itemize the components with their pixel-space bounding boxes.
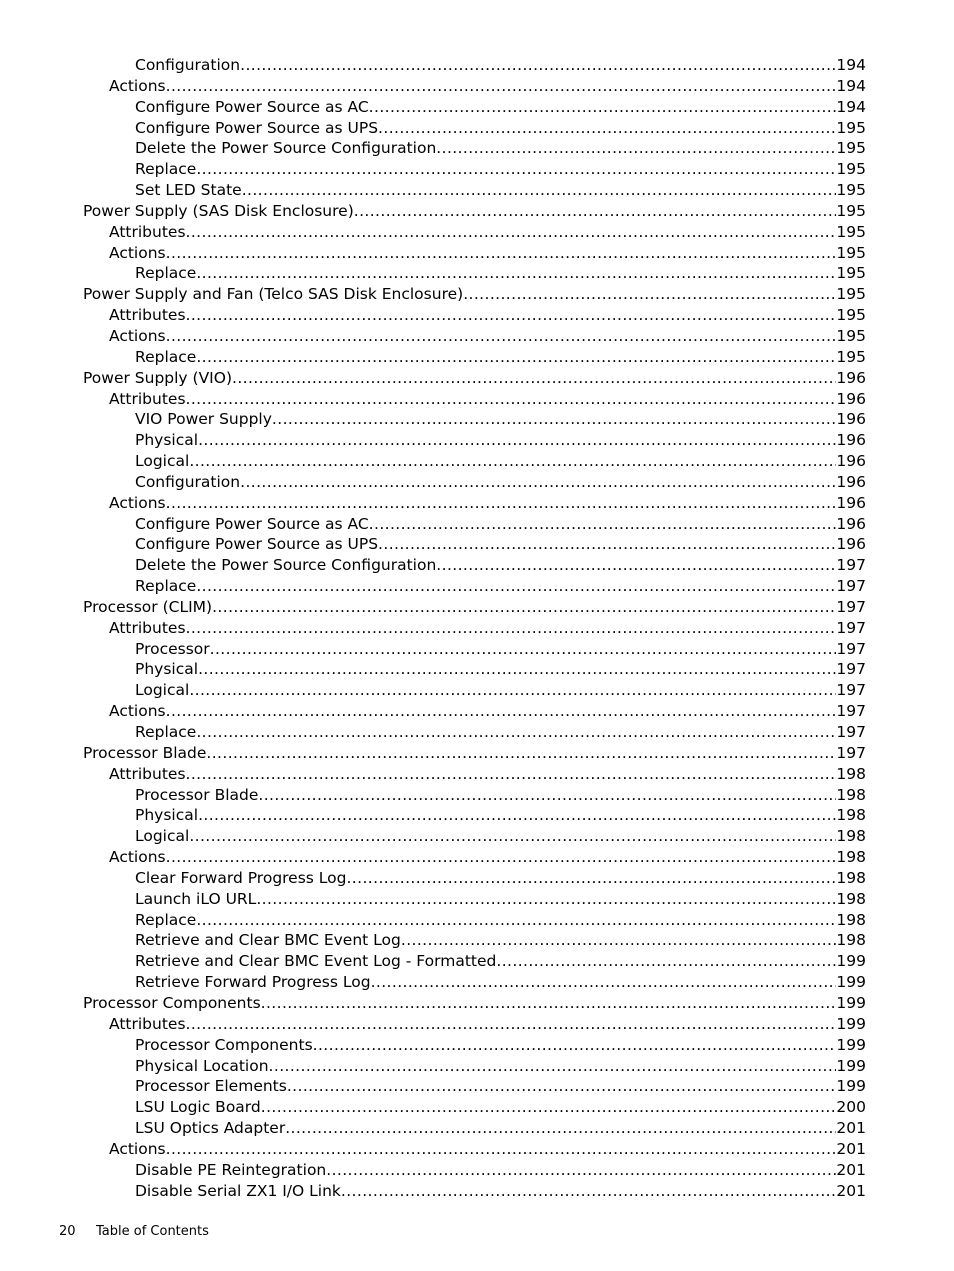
toc-dot-leader	[272, 409, 836, 430]
toc-entry[interactable]	[0, 618, 866, 639]
toc-entry-page-number: 197	[836, 743, 866, 762]
toc-entry-page-number: 196	[836, 514, 866, 533]
toc-entry-title: Disable Serial ZX1 I/O Link	[135, 1181, 341, 1200]
toc-dot-leader	[166, 326, 837, 347]
toc-entry-page-number: 194	[836, 76, 866, 95]
toc-entry[interactable]	[0, 576, 866, 597]
toc-dot-leader	[401, 930, 837, 951]
toc-dot-leader	[196, 263, 836, 284]
toc-dot-leader	[198, 430, 836, 451]
toc-entry-page-number: 198	[836, 848, 866, 867]
toc-entry[interactable]	[0, 1118, 866, 1139]
toc-dot-leader	[186, 1014, 837, 1035]
toc-dot-leader	[212, 597, 836, 618]
toc-entry[interactable]	[0, 76, 866, 97]
toc-entry-page-number: 198	[836, 827, 866, 846]
toc-entry-page-number: 197	[836, 639, 866, 658]
toc-entry-page-number: 197	[836, 556, 866, 575]
toc-dot-leader	[496, 951, 836, 972]
toc-entry-page-number: 199	[836, 1056, 866, 1075]
toc-entry-page-number: 196	[836, 535, 866, 554]
toc-entry-title: Physical Location	[135, 1056, 269, 1075]
toc-entry[interactable]	[0, 764, 866, 785]
toc-entry[interactable]	[0, 1056, 866, 1077]
toc-entry[interactable]	[0, 639, 866, 660]
toc-dot-leader	[166, 847, 837, 868]
toc-entry-title: Processor (CLIM)	[83, 597, 213, 616]
toc-entry-page-number: 201	[836, 1119, 866, 1138]
toc-entry-page-number: 198	[836, 806, 866, 825]
toc-entry[interactable]	[0, 743, 866, 764]
toc-dot-leader	[232, 368, 836, 389]
toc-entry-page-number: 195	[836, 326, 866, 345]
toc-entry[interactable]	[0, 493, 866, 514]
toc-entry[interactable]	[0, 847, 866, 868]
toc-dot-leader	[166, 76, 837, 97]
toc-entry-page-number: 195	[836, 264, 866, 283]
toc-entry-title: Retrieve Forward Progress Log	[135, 973, 371, 992]
toc-entry-title: Power Supply (VIO)	[83, 368, 233, 387]
toc-entry[interactable]	[0, 1181, 866, 1202]
toc-entry[interactable]	[0, 930, 866, 951]
toc-entry-title: Configure Power Source as AC	[135, 97, 369, 116]
toc-entry[interactable]	[0, 201, 866, 222]
toc-dot-leader	[436, 138, 836, 159]
toc-entry[interactable]	[0, 889, 866, 910]
toc-dot-leader	[261, 1097, 837, 1118]
toc-entry-page-number: 196	[836, 368, 866, 387]
toc-dot-leader	[189, 451, 836, 472]
toc-entry[interactable]	[0, 326, 866, 347]
toc-dot-leader	[341, 1181, 837, 1202]
toc-entry-title: Retrieve and Clear BMC Event Log - Formatted	[135, 952, 497, 971]
toc-dot-leader	[189, 680, 836, 701]
toc-dot-leader	[196, 910, 836, 931]
toc-entry[interactable]	[0, 805, 866, 826]
toc-dot-leader	[198, 805, 836, 826]
toc-entry-title: Launch iLO URL	[135, 889, 257, 908]
toc-entry-page-number: 195	[836, 118, 866, 137]
toc-entry[interactable]	[0, 1139, 866, 1160]
toc-entry[interactable]	[0, 347, 866, 368]
toc-entry-page-number: 196	[836, 452, 866, 471]
toc-entry-title: Processor Elements	[135, 1077, 287, 1096]
toc-entry[interactable]	[0, 701, 866, 722]
toc-dot-leader	[210, 639, 837, 660]
toc-entry-page-number: 195	[836, 160, 866, 179]
toc-dot-leader	[258, 785, 836, 806]
toc-entry-page-number: 197	[836, 618, 866, 637]
toc-entry-page-number: 198	[836, 910, 866, 929]
toc-dot-leader	[196, 722, 836, 743]
toc-entry-title: Actions	[109, 243, 166, 262]
toc-entry-page-number: 196	[836, 493, 866, 512]
toc-dot-leader	[256, 889, 836, 910]
toc-entry-title: Physical	[135, 806, 199, 825]
toc-entry-title: Replace	[135, 577, 197, 596]
toc-entry-page-number: 194	[836, 97, 866, 116]
toc-entry[interactable]	[0, 472, 866, 493]
table-of-contents	[0, 55, 954, 1201]
toc-entry-title: Logical	[135, 827, 190, 846]
toc-entry-title: LSU Logic Board	[135, 1098, 261, 1117]
toc-entry-page-number: 199	[836, 973, 866, 992]
toc-entry-page-number: 198	[836, 889, 866, 908]
toc-entry-title: Disable PE Reintegration	[135, 1160, 327, 1179]
toc-dot-leader	[369, 97, 837, 118]
toc-dot-leader	[463, 284, 836, 305]
footer-section-title: Table of Contents	[96, 1224, 209, 1239]
toc-entry-page-number: 195	[836, 243, 866, 262]
toc-entry[interactable]	[0, 243, 866, 264]
toc-entry-page-number: 198	[836, 785, 866, 804]
toc-dot-leader	[166, 493, 837, 514]
toc-entry-page-number: 201	[836, 1139, 866, 1158]
toc-entry-page-number: 199	[836, 1035, 866, 1054]
toc-entry-page-number: 197	[836, 597, 866, 616]
toc-entry[interactable]	[0, 55, 866, 76]
toc-entry-page-number: 201	[836, 1181, 866, 1200]
toc-entry[interactable]	[0, 1097, 866, 1118]
toc-entry-page-number: 196	[836, 472, 866, 491]
toc-entry-page-number: 197	[836, 702, 866, 721]
toc-entry-title: Replace	[135, 723, 197, 741]
toc-entry-page-number: 195	[836, 201, 866, 220]
toc-entry-page-number: 196	[836, 431, 866, 450]
toc-entry-title: Delete the Power Source Configuration	[135, 139, 437, 158]
toc-dot-leader	[198, 659, 836, 680]
toc-dot-leader	[166, 701, 837, 722]
toc-dot-leader	[240, 472, 836, 493]
toc-entry[interactable]	[0, 951, 866, 972]
toc-entry-page-number: 198	[836, 764, 866, 783]
toc-entry[interactable]	[0, 222, 866, 243]
toc-entry[interactable]	[0, 1014, 866, 1035]
toc-entry-page-number: 199	[836, 952, 866, 971]
toc-entry-title: Physical	[135, 660, 199, 679]
toc-entry-title: Replace	[135, 347, 197, 366]
toc-entry-title: Processor Blade	[83, 743, 207, 762]
toc-entry[interactable]	[0, 910, 866, 931]
toc-entry-title: Processor Blade	[135, 785, 259, 804]
toc-dot-leader	[196, 159, 836, 180]
toc-dot-leader	[269, 1056, 837, 1077]
toc-entry-title: Actions	[109, 493, 166, 512]
toc-dot-leader	[378, 118, 836, 139]
toc-entry-page-number: 196	[836, 389, 866, 408]
toc-entry-page-number: 195	[836, 347, 866, 366]
toc-entry[interactable]	[0, 785, 866, 806]
toc-entry-title: Replace	[135, 910, 197, 929]
toc-dot-leader	[436, 555, 836, 576]
toc-entry[interactable]	[0, 1076, 866, 1097]
toc-entry-title: Actions	[109, 326, 166, 345]
toc-entry[interactable]	[0, 514, 866, 535]
toc-dot-leader	[186, 222, 837, 243]
toc-dot-leader	[346, 868, 836, 889]
toc-entry-page-number: 197	[836, 681, 866, 700]
toc-entry-title: VIO Power Supply	[135, 410, 272, 429]
toc-entry-page-number: 195	[836, 181, 866, 200]
toc-entry-page-number: 200	[836, 1098, 866, 1117]
toc-entry[interactable]	[0, 284, 866, 305]
toc-dot-leader	[242, 180, 837, 201]
toc-entry[interactable]	[0, 597, 866, 618]
toc-entry-page-number: 195	[836, 139, 866, 158]
toc-entry-title: Replace	[135, 264, 197, 283]
toc-entry[interactable]	[0, 826, 866, 847]
toc-entry-title: Configuration	[135, 56, 241, 74]
toc-entry[interactable]	[0, 305, 866, 326]
toc-dot-leader	[261, 993, 837, 1014]
toc-dot-leader	[285, 1118, 836, 1139]
toc-entry[interactable]	[0, 868, 866, 889]
toc-entry[interactable]	[0, 118, 866, 139]
toc-dot-leader	[240, 55, 836, 76]
toc-entry-page-number: 197	[836, 723, 866, 741]
toc-entry-page-number: 195	[836, 306, 866, 325]
toc-entry-page-number: 199	[836, 1077, 866, 1096]
toc-entry-title: Physical	[135, 431, 199, 450]
toc-entry-title: Processor	[135, 639, 210, 658]
toc-entry[interactable]	[0, 430, 866, 451]
toc-dot-leader	[287, 1076, 837, 1097]
toc-dot-leader	[313, 1035, 837, 1056]
toc-dot-leader	[354, 201, 837, 222]
toc-entry-title: Processor Components	[135, 1035, 313, 1054]
toc-entry-page-number: 199	[836, 1014, 866, 1033]
toc-entry[interactable]	[0, 659, 866, 680]
toc-entry[interactable]	[0, 451, 866, 472]
toc-entry-title: Actions	[109, 1139, 166, 1158]
toc-entry-title: Actions	[109, 702, 166, 721]
toc-entry-title: Attributes	[109, 306, 186, 325]
toc-dot-leader	[196, 347, 836, 368]
toc-entry[interactable]	[0, 180, 866, 201]
toc-entry[interactable]	[0, 680, 866, 701]
toc-entry-title: Attributes	[109, 764, 186, 783]
toc-entry-title: Delete the Power Source Configuration	[135, 556, 437, 575]
toc-entry-title: Configuration	[135, 472, 241, 491]
toc-entry-page-number: 196	[836, 410, 866, 429]
toc-entry-title: Actions	[109, 848, 166, 867]
toc-dot-leader	[326, 1160, 836, 1181]
toc-dot-leader	[186, 764, 837, 785]
toc-dot-leader	[371, 972, 837, 993]
toc-entry-title: Configure Power Source as UPS	[135, 535, 379, 554]
toc-entry-title: Attributes	[109, 389, 186, 408]
toc-entry-page-number: 197	[836, 660, 866, 679]
page-footer	[59, 1222, 209, 1242]
toc-entry[interactable]	[0, 1035, 866, 1056]
toc-dot-leader	[196, 576, 836, 597]
toc-entry-page-number: 194	[836, 56, 866, 74]
toc-entry[interactable]	[0, 1160, 866, 1181]
toc-entry-title: Attributes	[109, 1014, 186, 1033]
toc-dot-leader	[206, 743, 836, 764]
toc-entry-page-number: 197	[836, 577, 866, 596]
toc-entry-title: Retrieve and Clear BMC Event Log	[135, 931, 401, 950]
toc-entry-title: Replace	[135, 160, 197, 179]
toc-entry-page-number: 198	[836, 931, 866, 950]
toc-entry-page-number: 198	[836, 868, 866, 887]
toc-entry-title: Actions	[109, 76, 166, 95]
toc-dot-leader	[166, 1139, 837, 1160]
toc-entry-title: Set LED State	[135, 181, 242, 200]
toc-entry-title: Configure Power Source as UPS	[135, 118, 379, 137]
toc-entry-title: Configure Power Source as AC	[135, 514, 369, 533]
toc-entry-page-number: 195	[836, 222, 866, 241]
toc-dot-leader	[186, 305, 837, 326]
toc-entry-title: Power Supply and Fan (Telco SAS Disk Enclosure)	[83, 285, 464, 304]
toc-entry-title: Attributes	[109, 618, 186, 637]
toc-dot-leader	[369, 514, 837, 535]
toc-entry[interactable]	[0, 993, 866, 1014]
toc-entry[interactable]	[0, 409, 866, 430]
toc-entry[interactable]	[0, 263, 866, 284]
toc-entry-title: LSU Optics Adapter	[135, 1119, 286, 1138]
toc-dot-leader	[378, 534, 836, 555]
toc-entry[interactable]	[0, 138, 866, 159]
toc-entry[interactable]	[0, 972, 866, 993]
toc-entry[interactable]	[0, 159, 866, 180]
toc-entry-title: Power Supply (SAS Disk Enclosure)	[83, 201, 354, 220]
toc-entry-page-number: 195	[836, 285, 866, 304]
toc-entry[interactable]	[0, 722, 866, 743]
toc-entry[interactable]	[0, 368, 866, 389]
toc-dot-leader	[166, 243, 837, 264]
toc-entry-page-number: 201	[836, 1160, 866, 1179]
toc-dot-leader	[189, 826, 836, 847]
toc-entry-title: Attributes	[109, 222, 186, 241]
toc-entry[interactable]	[0, 534, 866, 555]
toc-entry[interactable]	[0, 555, 866, 576]
toc-entry[interactable]	[0, 389, 866, 410]
toc-entry-title: Processor Components	[83, 993, 261, 1012]
toc-dot-leader	[186, 618, 837, 639]
toc-entry-page-number: 199	[836, 993, 866, 1012]
toc-entry-title: Logical	[135, 681, 190, 700]
toc-entry[interactable]	[0, 97, 866, 118]
toc-dot-leader	[186, 389, 837, 410]
footer-page-number: 20	[59, 1224, 76, 1239]
toc-entry-title: Logical	[135, 452, 190, 471]
toc-entry-title: Clear Forward Progress Log	[135, 868, 347, 887]
